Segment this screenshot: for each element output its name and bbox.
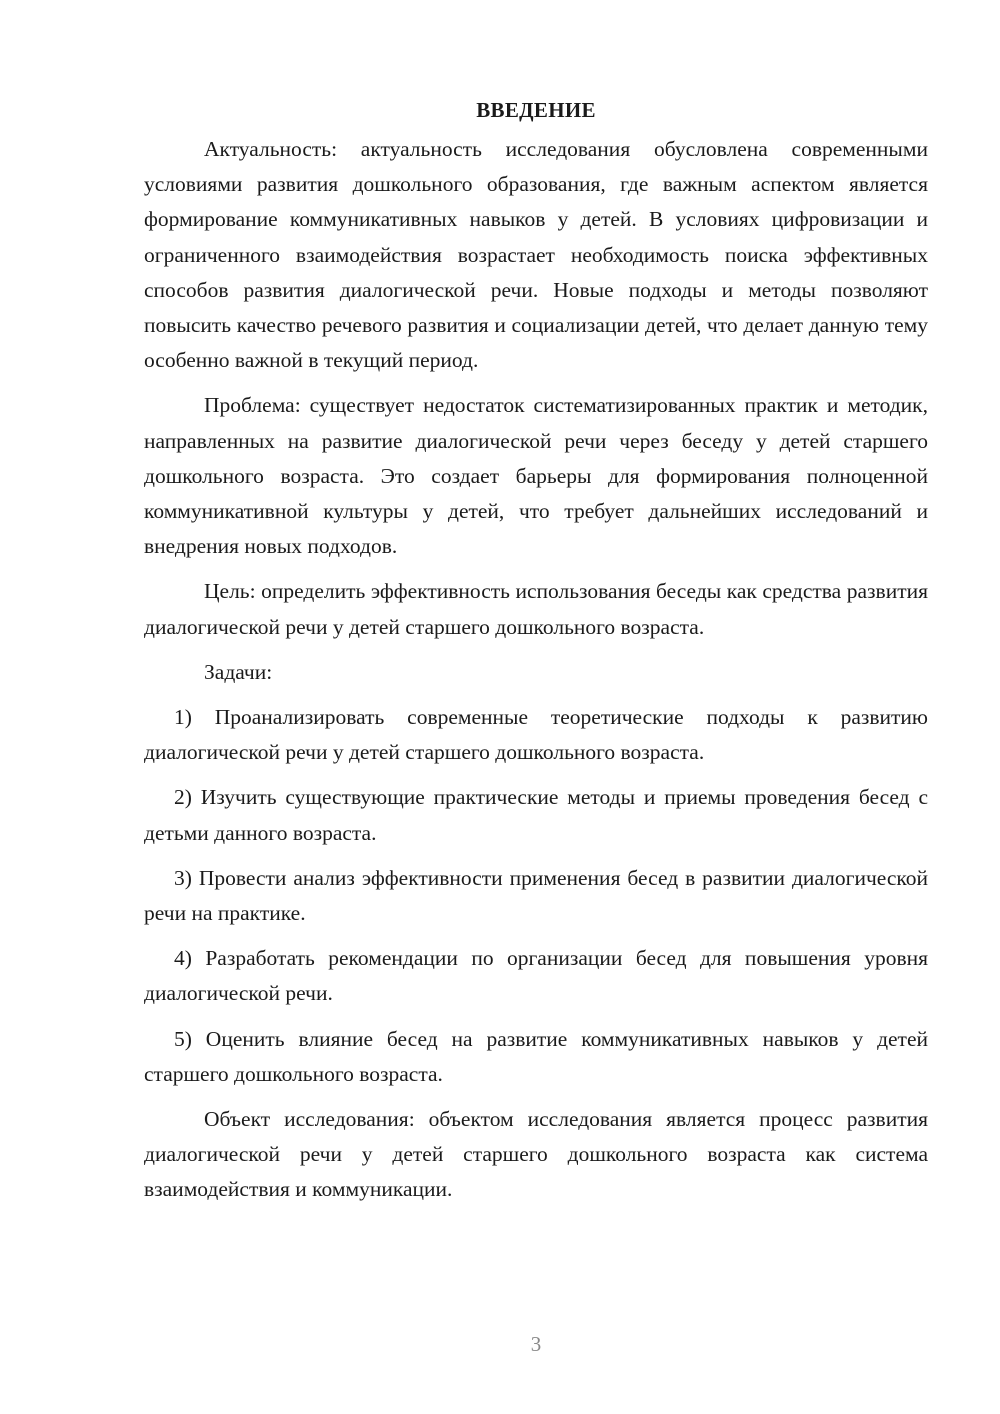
goal-paragraph: Цель: определить эффективность использования беседы как средства развития диалогической речи у детей старшего дошкольного возраста.: [144, 579, 928, 639]
task-item: 4) Разработать рекомендации по организации бесед для повышения уровня диалогической речи.: [144, 946, 928, 1006]
page-title: ВВЕДЕНИЕ: [476, 98, 596, 122]
tasks-list: [144, 700, 928, 1092]
document-page: [144, 92, 928, 1218]
relevance-paragraph: Актуальность: актуальность исследования обусловлена современными условиями развития дошкольного образования, где важным аспектом является формирование коммуникативных навыков у детей. В условиях цифровизации и ограниченного взаимодействия возрастает необходимость поиска эффективных способов развития диалогической речи. Новые подходы и методы позволяют повысить качество речевого развития и социализации детей, что делает данную тему особенно важной в текущий период.: [144, 137, 928, 373]
tasks-label: Задачи:: [204, 659, 273, 684]
page-number: 3: [530, 1332, 542, 1356]
task-item: 5) Оценить влияние бесед на развитие коммуникативных навыков у детей старшего дошкольного возраста.: [144, 1026, 928, 1086]
task-item: 2) Изучить существующие практические методы и приемы проведения бесед с детьми данного возраста.: [144, 785, 928, 845]
problem-paragraph: Проблема: существует недостаток систематизированных практик и методик, направленных на развитие диалогической речи через беседу у детей старшего дошкольного возраста. Это создает барьеры для формирования полноценной коммуникативной культуры у детей, что требует дальнейших исследований и внедрения новых подходов.: [144, 393, 928, 559]
object-paragraph: Объект исследования: объектом исследования является процесс развития диалогической речи у детей старшего дошкольного возраста как система взаимодействия и коммуникации.: [144, 1107, 928, 1202]
task-item: 3) Провести анализ эффективности применения бесед в развитии диалогической речи на практике.: [144, 865, 928, 926]
task-item: 1) Проанализировать современные теоретические подходы к развитию диалогической речи у детей старшего дошкольного возраста.: [144, 705, 928, 765]
